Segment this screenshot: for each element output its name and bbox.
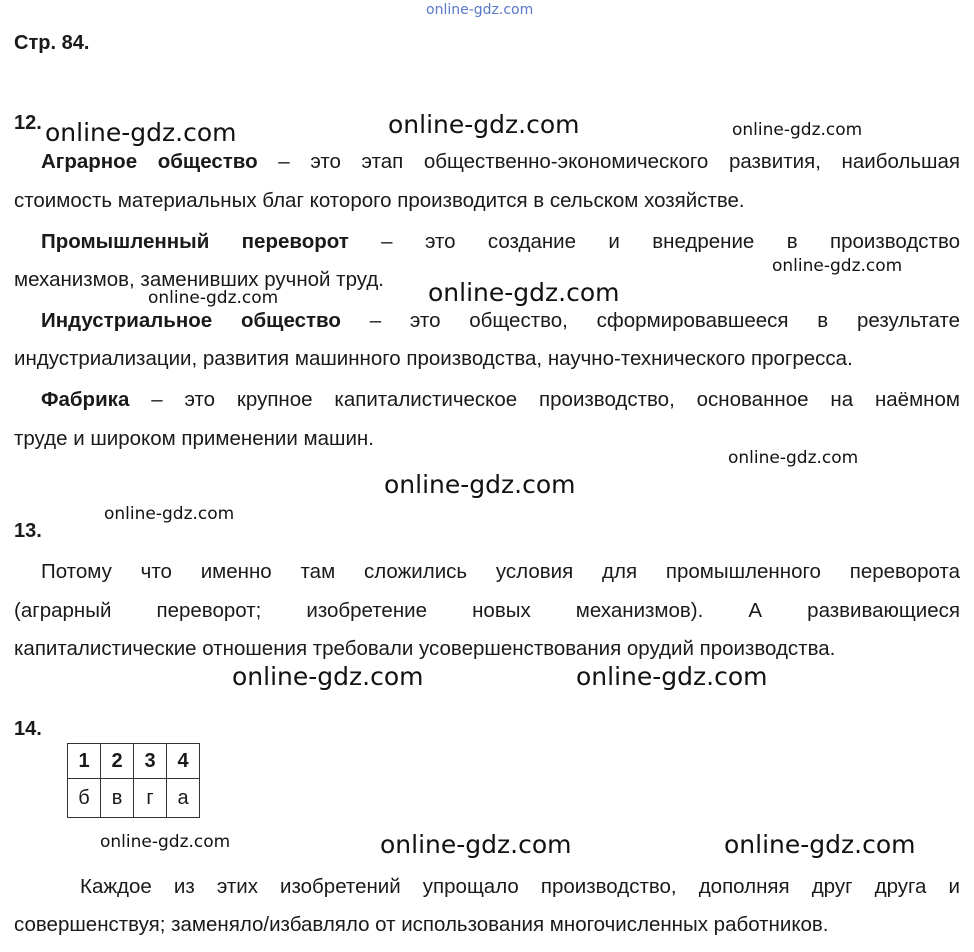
watermark: online-gdz.com [728,448,859,468]
q12-paragraph-4-line-1 [41,388,960,412]
q12-paragraph-1-line-1 [41,150,960,174]
q12-p1-definition: – это этап общественно-экономического развития, наибольшая [257,150,960,173]
watermark: online-gdz.com [45,118,237,147]
table-cell: в [101,779,134,818]
q12-paragraph-2-line-2: механизмов, заменивших ручной труд. [14,268,384,291]
q12-p3-definition: – это общество, сформировавшееся в результате [340,309,960,332]
watermark: online-gdz.com [148,288,279,308]
table-cell: а [167,779,200,818]
q14-line-2: совершенствуя; заменяло/избавляло от использования многочисленных работников. [14,913,829,936]
top-watermark: online-gdz.com [426,2,534,18]
answer-table-header-row [68,744,200,779]
question-14-number: 14. [14,718,42,740]
watermark: online-gdz.com [428,278,620,307]
table-cell: г [134,779,167,818]
watermark: online-gdz.com [100,832,231,852]
table-cell: 2 [101,744,134,779]
q12-paragraph-3-line-2: индустриализации, развития машинного производства, научно-технического прогресса. [14,347,853,370]
q13-line-1: Потому что именно там сложились условия для промышленного переворота [41,560,960,583]
table-cell: б [68,779,101,818]
watermark: online-gdz.com [380,830,572,859]
q13-line-3: капиталистические отношения требовали усовершенствования орудий производства. [14,637,836,660]
table-cell: 4 [167,744,200,779]
q12-paragraph-2-line-1 [41,230,960,254]
term-agrarian-society: Аграрное общество [41,150,258,173]
watermark: online-gdz.com [388,110,580,139]
question-12-number: 12. [14,112,42,134]
table-cell: 3 [134,744,167,779]
q12-paragraph-1-line-2: стоимость материальных благ которого производится в сельском хозяйстве. [14,189,745,212]
q13-line-2: (аграрный переворот; изобретение новых механизмов). А развивающиеся [14,599,960,622]
watermark: online-gdz.com [772,256,903,276]
answer-table-answer-row [68,779,200,818]
term-industrial-revolution: Промышленный переворот [41,230,349,253]
q12-paragraph-4-line-2: труде и широком применении машин. [14,427,374,450]
answer-table [67,743,200,818]
watermark: online-gdz.com [724,830,916,859]
term-factory: Фабрика [41,388,130,411]
q12-p2-definition: – это создание и внедрение в производство [348,230,961,253]
q14-line-1: Каждое из этих изобретений упрощало производство, дополняя друг друга и [80,875,960,898]
table-cell: 1 [68,744,101,779]
watermark: online-gdz.com [232,662,424,691]
watermark: online-gdz.com [576,662,768,691]
page-title: Стр. 84. [14,32,90,54]
question-13-number: 13. [14,520,42,542]
watermark: online-gdz.com [732,120,863,140]
term-industrial-society: Индустриальное общество [41,309,341,332]
q12-paragraph-3-line-1 [41,309,960,333]
q12-p4-definition: – это крупное капиталистическое производство, основанное на наёмном [129,388,960,411]
watermark: online-gdz.com [104,504,235,524]
watermark: online-gdz.com [384,470,576,499]
